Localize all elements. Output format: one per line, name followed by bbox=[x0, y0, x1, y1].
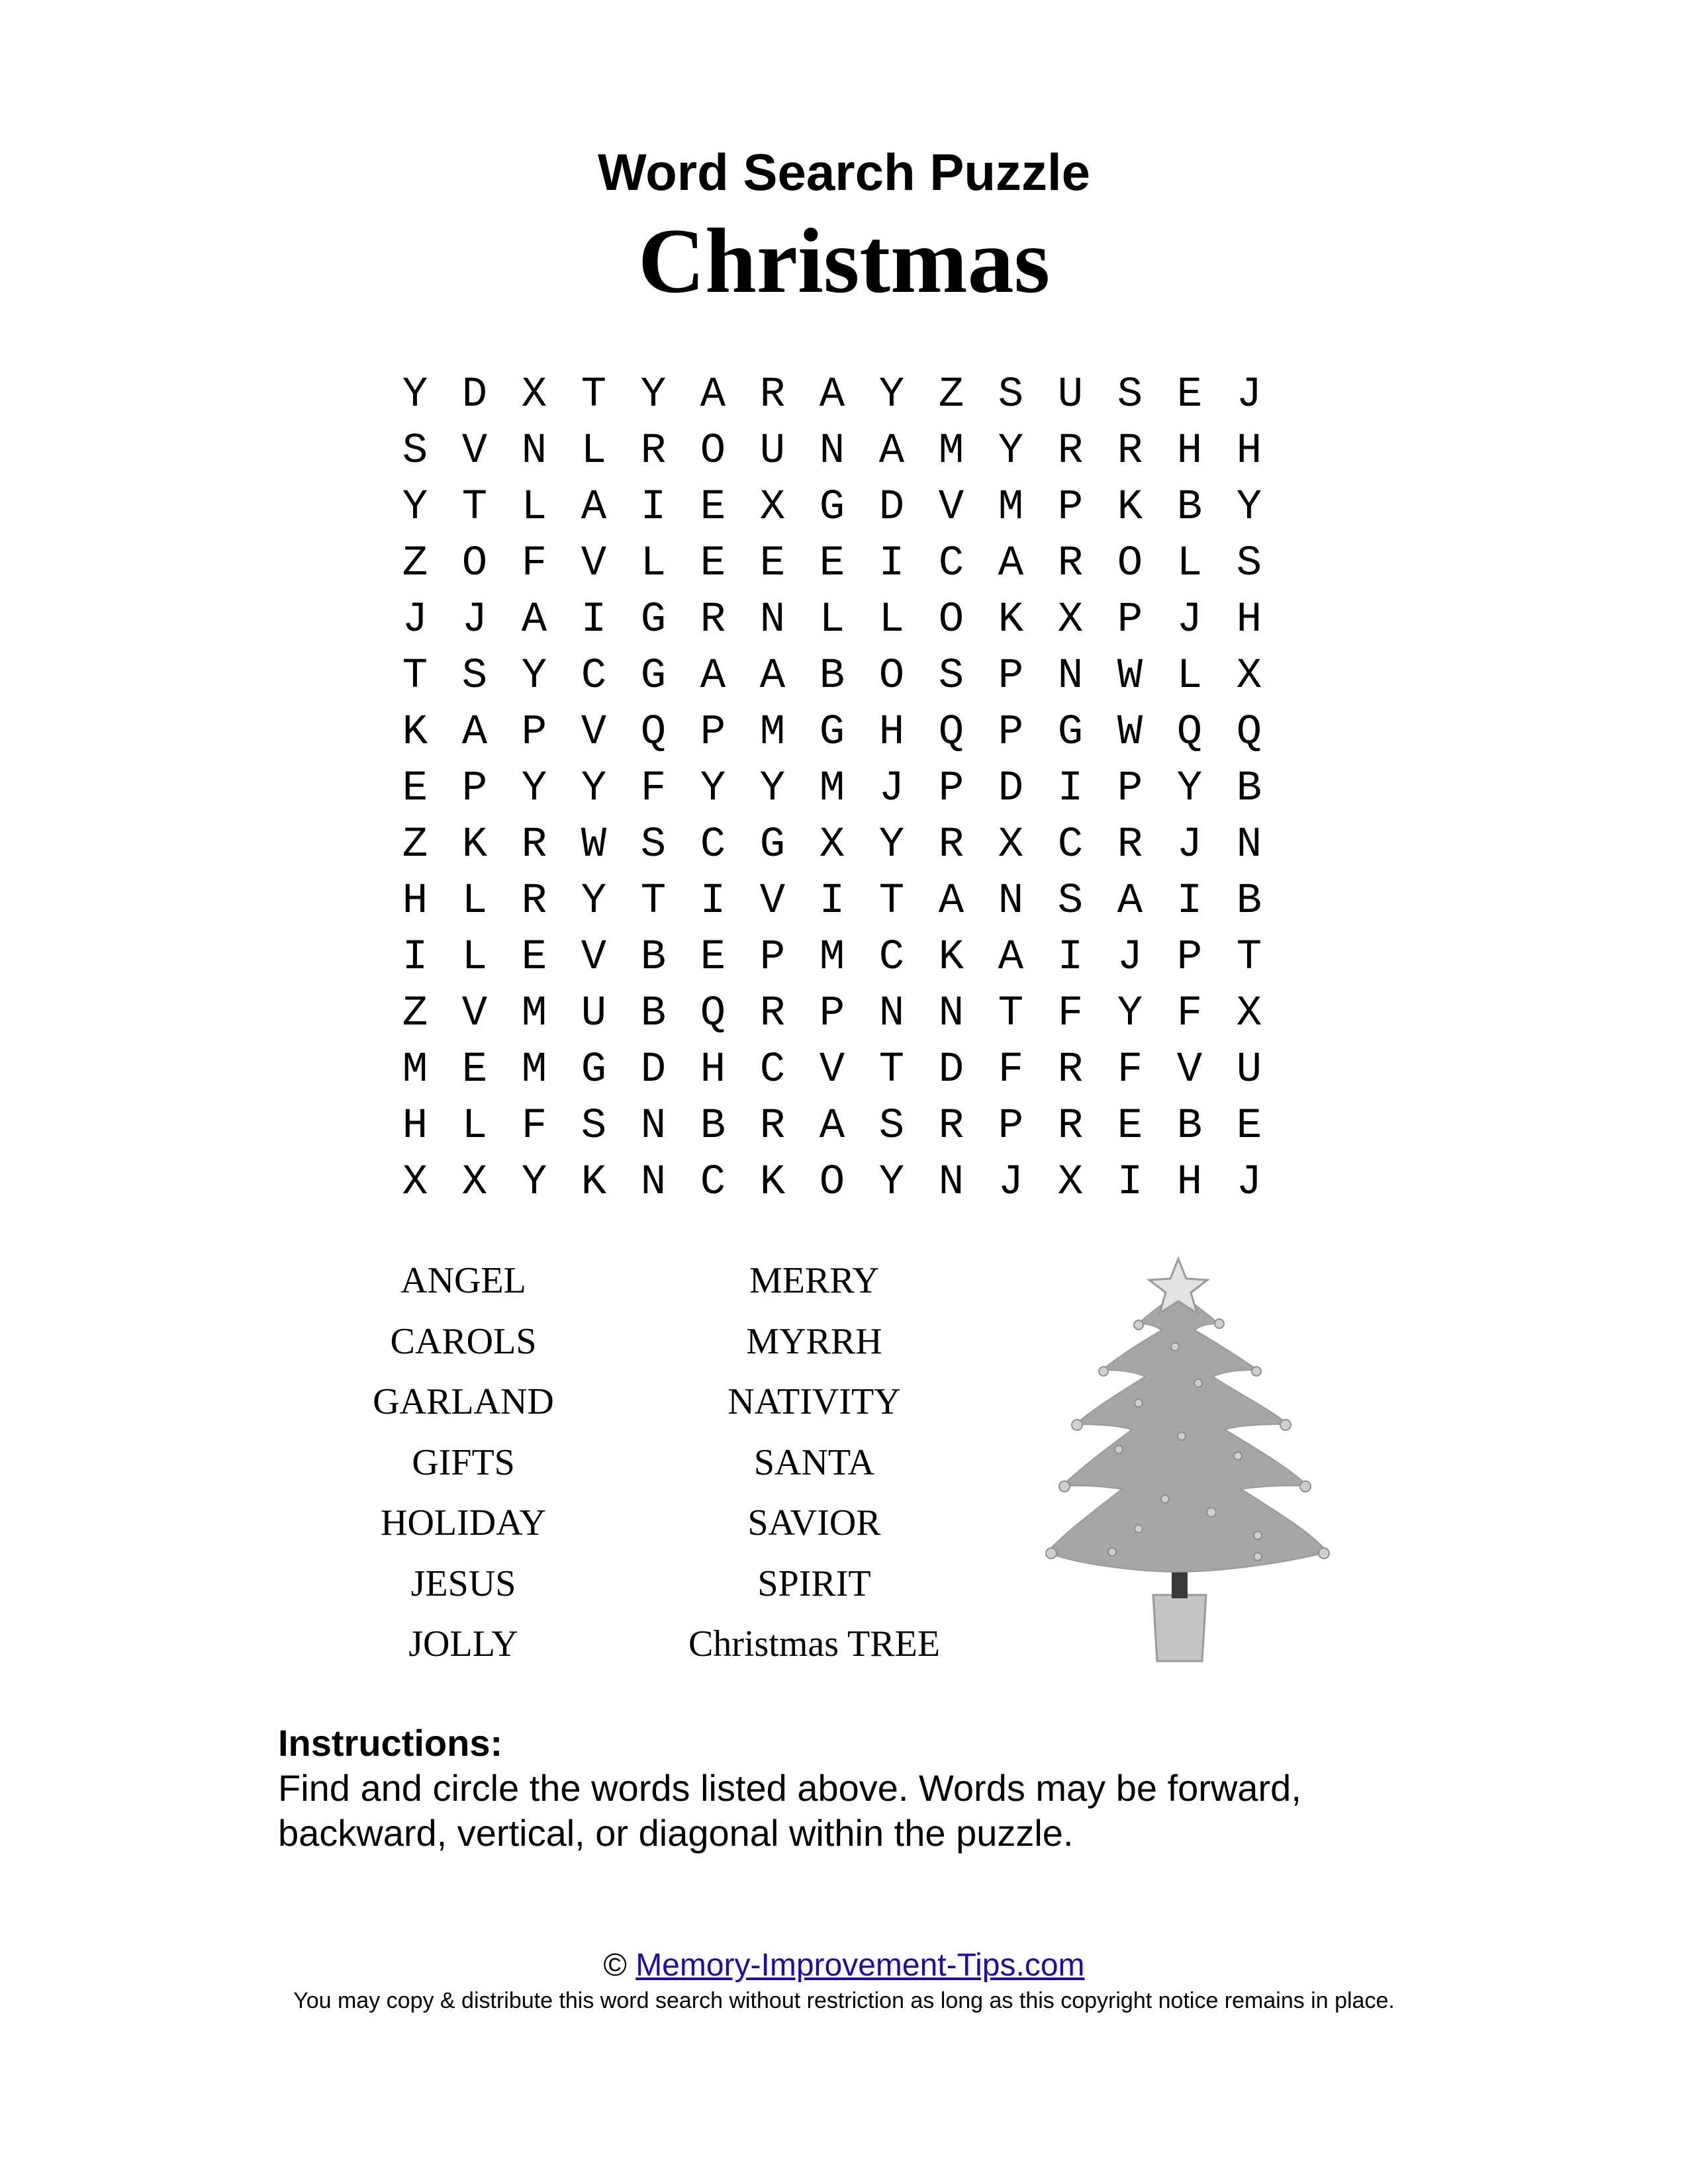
grid-letter: S bbox=[581, 1103, 607, 1150]
grid-letter: E bbox=[700, 934, 726, 981]
grid-letter: S bbox=[1057, 878, 1084, 925]
grid-letter: J bbox=[1117, 934, 1143, 981]
grid-letter: V bbox=[759, 878, 786, 925]
grid-letter: X bbox=[998, 821, 1024, 869]
grid-letter: Y bbox=[759, 765, 786, 813]
grid-letter: G bbox=[581, 1046, 607, 1094]
grid-letter: D bbox=[998, 765, 1024, 813]
grid-letter: L bbox=[461, 1103, 488, 1150]
grid-letter: B bbox=[640, 934, 667, 981]
instructions bbox=[278, 1721, 1403, 1856]
grid-letter: Y bbox=[402, 484, 428, 531]
grid-letter: Y bbox=[878, 821, 905, 869]
grid-letter: B bbox=[1176, 1103, 1203, 1150]
grid-letter: M bbox=[402, 1046, 428, 1094]
grid-letter: I bbox=[1057, 765, 1084, 813]
grid-letter: L bbox=[461, 878, 488, 925]
word-item: HOLIDAY bbox=[381, 1502, 546, 1543]
grid-letter: C bbox=[700, 821, 726, 869]
grid-letter: R bbox=[1057, 428, 1084, 475]
grid-letter: D bbox=[640, 1046, 667, 1094]
grid-letter: X bbox=[521, 371, 547, 419]
grid-letter: H bbox=[700, 1046, 726, 1094]
grid-letter: W bbox=[1117, 653, 1143, 700]
grid-letter: R bbox=[1117, 428, 1143, 475]
grid-letter: Z bbox=[402, 821, 428, 869]
grid-letter: A bbox=[521, 596, 547, 644]
grid-letter: M bbox=[998, 484, 1024, 531]
grid-letter: I bbox=[1117, 1159, 1143, 1206]
grid-row bbox=[385, 480, 1279, 536]
word-item: JESUS bbox=[410, 1563, 516, 1604]
grid-letter: V bbox=[461, 990, 488, 1038]
christmas-tree-icon bbox=[1039, 1251, 1344, 1668]
grid-letter: N bbox=[998, 878, 1024, 925]
grid-letter: U bbox=[1236, 1046, 1262, 1094]
grid-letter: F bbox=[998, 1046, 1024, 1094]
grid-letter: H bbox=[1176, 428, 1203, 475]
grid-row bbox=[385, 986, 1279, 1042]
grid-row bbox=[385, 817, 1279, 874]
grid-letter: J bbox=[1176, 596, 1203, 644]
grid-letter: A bbox=[759, 653, 786, 700]
grid-letter: K bbox=[461, 821, 488, 869]
grid-letter: Y bbox=[402, 371, 428, 419]
tree-body bbox=[1047, 1291, 1327, 1572]
grid-row bbox=[385, 1042, 1279, 1099]
grid-letter: P bbox=[700, 709, 726, 756]
word-item: ANGEL bbox=[400, 1260, 526, 1301]
word-item: SPIRIT bbox=[757, 1563, 871, 1604]
grid-letter: V bbox=[581, 934, 607, 981]
grid-letter: X bbox=[1057, 1159, 1084, 1206]
grid-letter: L bbox=[1176, 653, 1203, 700]
grid-letter: X bbox=[819, 821, 845, 869]
grid-letter: A bbox=[938, 878, 964, 925]
grid-letter: V bbox=[819, 1046, 845, 1094]
grid-row bbox=[385, 1099, 1279, 1155]
grid-letter: Z bbox=[938, 371, 964, 419]
grid-letter: J bbox=[402, 596, 428, 644]
word-item: Christmas TREE bbox=[688, 1623, 941, 1664]
grid-letter: N bbox=[878, 990, 905, 1038]
grid-letter: J bbox=[461, 596, 488, 644]
grid-letter: O bbox=[1117, 540, 1143, 588]
grid-letter: I bbox=[1176, 878, 1203, 925]
grid-letter: R bbox=[521, 821, 547, 869]
grid-letter: R bbox=[1057, 1046, 1084, 1094]
grid-letter: Y bbox=[521, 765, 547, 813]
grid-letter: E bbox=[1117, 1103, 1143, 1150]
grid-letter: N bbox=[938, 1159, 964, 1206]
grid-letter: O bbox=[938, 596, 964, 644]
grid-letter: K bbox=[1117, 484, 1143, 531]
grid-letter: V bbox=[581, 709, 607, 756]
grid-letter: Y bbox=[581, 765, 607, 813]
grid-letter: C bbox=[1057, 821, 1084, 869]
grid-letter: E bbox=[461, 1046, 488, 1094]
grid-letter: F bbox=[1176, 990, 1203, 1038]
grid-letter: I bbox=[581, 596, 607, 644]
footer bbox=[0, 1946, 1688, 2016]
grid-letter: R bbox=[1057, 540, 1084, 588]
grid-row bbox=[385, 930, 1279, 986]
grid-letter: M bbox=[938, 428, 964, 475]
word-list-left bbox=[324, 1251, 602, 1675]
grid-letter: I bbox=[700, 878, 726, 925]
grid-letter: Q bbox=[700, 990, 726, 1038]
grid-letter: O bbox=[700, 428, 726, 475]
grid-letter: G bbox=[819, 709, 845, 756]
grid-letter: S bbox=[402, 428, 428, 475]
grid-letter: O bbox=[819, 1159, 845, 1206]
grid-row bbox=[385, 761, 1279, 817]
grid-letter: H bbox=[402, 878, 428, 925]
grid-letter: L bbox=[819, 596, 845, 644]
grid-letter: G bbox=[1057, 709, 1084, 756]
grid-letter: A bbox=[819, 371, 845, 419]
grid-letter: R bbox=[700, 596, 726, 644]
grid-letter: A bbox=[700, 371, 726, 419]
grid-letter: R bbox=[521, 878, 547, 925]
grid-letter: Y bbox=[581, 878, 607, 925]
grid-letter: I bbox=[640, 484, 667, 531]
grid-letter: R bbox=[640, 428, 667, 475]
site-link[interactable]: Memory-Improvement-Tips.com bbox=[635, 1948, 1085, 1983]
grid-letter: H bbox=[1236, 596, 1262, 644]
grid-letter: A bbox=[998, 540, 1024, 588]
grid-letter: C bbox=[759, 1046, 786, 1094]
grid-letter: X bbox=[461, 1159, 488, 1206]
grid-letter: X bbox=[1236, 653, 1262, 700]
grid-letter: F bbox=[521, 1103, 547, 1150]
grid-letter: X bbox=[1236, 990, 1262, 1038]
grid-letter: B bbox=[1176, 484, 1203, 531]
grid-letter: N bbox=[819, 428, 845, 475]
grid-letter: T bbox=[1236, 934, 1262, 981]
grid-letter: P bbox=[759, 934, 786, 981]
grid-letter: E bbox=[521, 934, 547, 981]
grid-letter: P bbox=[521, 709, 547, 756]
copyright-notice: You may copy & distribute this word search without restriction as long as this copyright notice remains in place. bbox=[293, 1988, 1395, 2013]
instructions-heading: Instructions: bbox=[278, 1722, 503, 1764]
grid-letter: I bbox=[402, 934, 428, 981]
grid-letter: P bbox=[1117, 765, 1143, 813]
grid-letter: S bbox=[461, 653, 488, 700]
grid-letter: K bbox=[402, 709, 428, 756]
grid-row bbox=[385, 705, 1279, 761]
grid-letter: Y bbox=[878, 371, 905, 419]
grid-letter: N bbox=[759, 596, 786, 644]
puzzle-title: Christmas bbox=[637, 210, 1051, 312]
grid-letter: V bbox=[938, 484, 964, 531]
grid-letter: F bbox=[521, 540, 547, 588]
grid-letter: H bbox=[1236, 428, 1262, 475]
grid-letter: L bbox=[521, 484, 547, 531]
grid-letter: N bbox=[1236, 821, 1262, 869]
grid-letter: K bbox=[581, 1159, 607, 1206]
word-list-right bbox=[662, 1251, 966, 1675]
word-item: CAROLS bbox=[390, 1320, 537, 1362]
grid-letter: B bbox=[1236, 765, 1262, 813]
word-item: GIFTS bbox=[412, 1441, 515, 1483]
grid-letter: W bbox=[1117, 709, 1143, 756]
grid-letter: P bbox=[938, 765, 964, 813]
grid-letter: U bbox=[1057, 371, 1084, 419]
grid-letter: C bbox=[938, 540, 964, 588]
grid-letter: F bbox=[1057, 990, 1084, 1038]
grid-letter: P bbox=[461, 765, 488, 813]
grid-letter: X bbox=[402, 1159, 428, 1206]
grid-letter: T bbox=[878, 878, 905, 925]
grid-letter: D bbox=[461, 371, 488, 419]
grid-letter: L bbox=[461, 934, 488, 981]
grid-letter: V bbox=[461, 428, 488, 475]
grid-letter: A bbox=[1117, 878, 1143, 925]
grid-letter: J bbox=[878, 765, 905, 813]
grid-letter: N bbox=[640, 1103, 667, 1150]
grid-letter: T bbox=[998, 990, 1024, 1038]
word-item: GARLAND bbox=[373, 1381, 554, 1422]
grid-letter: P bbox=[1057, 484, 1084, 531]
grid-letter: Y bbox=[521, 1159, 547, 1206]
grid-letter: E bbox=[402, 765, 428, 813]
grid-letter: Y bbox=[640, 371, 667, 419]
grid-letter: M bbox=[759, 709, 786, 756]
grid-letter: K bbox=[938, 934, 964, 981]
word-item: JOLLY bbox=[408, 1623, 518, 1664]
grid-letter: B bbox=[640, 990, 667, 1038]
grid-letter: R bbox=[938, 1103, 964, 1150]
grid-letter: T bbox=[402, 653, 428, 700]
grid-letter: E bbox=[1236, 1103, 1262, 1150]
grid-letter: L bbox=[581, 428, 607, 475]
grid-letter: E bbox=[1176, 371, 1203, 419]
grid-letter: Y bbox=[1176, 765, 1203, 813]
letter-grid bbox=[385, 367, 1279, 1211]
grid-row bbox=[385, 592, 1279, 649]
grid-letter: P bbox=[998, 1103, 1024, 1150]
grid-letter: E bbox=[700, 540, 726, 588]
grid-letter: P bbox=[998, 709, 1024, 756]
grid-letter: U bbox=[581, 990, 607, 1038]
word-item: NATIVITY bbox=[727, 1381, 901, 1422]
grid-letter: S bbox=[998, 371, 1024, 419]
grid-letter: A bbox=[461, 709, 488, 756]
grid-letter: O bbox=[461, 540, 488, 588]
grid-letter: R bbox=[759, 1103, 786, 1150]
grid-letter: K bbox=[759, 1159, 786, 1206]
grid-letter: R bbox=[938, 821, 964, 869]
grid-letter: U bbox=[759, 428, 786, 475]
grid-letter: J bbox=[1176, 821, 1203, 869]
grid-letter: M bbox=[521, 1046, 547, 1094]
grid-letter: D bbox=[938, 1046, 964, 1094]
grid-letter: D bbox=[878, 484, 905, 531]
instructions-body: Find and circle the words listed above. Words may be forward, backward, vertical, or diagonal within the puzzle. bbox=[278, 1767, 1301, 1854]
grid-letter: P bbox=[1176, 934, 1203, 981]
grid-row bbox=[385, 649, 1279, 705]
grid-letter: S bbox=[938, 653, 964, 700]
grid-letter: L bbox=[640, 540, 667, 588]
grid-letter: B bbox=[1236, 878, 1262, 925]
grid-row bbox=[385, 536, 1279, 592]
grid-letter: Q bbox=[1176, 709, 1203, 756]
grid-letter: C bbox=[878, 934, 905, 981]
grid-letter: S bbox=[878, 1103, 905, 1150]
grid-letter: A bbox=[998, 934, 1024, 981]
puzzle-subtitle: Word Search Puzzle bbox=[597, 143, 1091, 201]
tree-pot bbox=[1153, 1595, 1206, 1661]
grid-letter: C bbox=[581, 653, 607, 700]
grid-letter: M bbox=[521, 990, 547, 1038]
grid-letter: T bbox=[640, 878, 667, 925]
word-item: MERRY bbox=[749, 1260, 880, 1301]
grid-letter: R bbox=[759, 371, 786, 419]
grid-letter: Y bbox=[1236, 484, 1262, 531]
grid-letter: Y bbox=[1117, 990, 1143, 1038]
grid-letter: I bbox=[878, 540, 905, 588]
grid-row bbox=[385, 424, 1279, 480]
grid-letter: A bbox=[878, 428, 905, 475]
grid-letter: O bbox=[878, 653, 905, 700]
grid-letter: X bbox=[759, 484, 786, 531]
grid-letter: E bbox=[700, 484, 726, 531]
copyright-symbol: © bbox=[603, 1948, 627, 1983]
grid-letter: Y bbox=[700, 765, 726, 813]
grid-letter: V bbox=[1176, 1046, 1203, 1094]
grid-letter: E bbox=[819, 540, 845, 588]
grid-letter: C bbox=[700, 1159, 726, 1206]
grid-letter: R bbox=[1117, 821, 1143, 869]
grid-letter: T bbox=[581, 371, 607, 419]
grid-letter: S bbox=[640, 821, 667, 869]
grid-letter: Q bbox=[938, 709, 964, 756]
grid-letter: I bbox=[819, 878, 845, 925]
grid-letter: Q bbox=[1236, 709, 1262, 756]
grid-letter: J bbox=[1236, 371, 1262, 419]
word-item: SAVIOR bbox=[747, 1502, 881, 1543]
grid-letter: H bbox=[1176, 1159, 1203, 1206]
grid-row bbox=[385, 874, 1279, 930]
grid-letter: A bbox=[819, 1103, 845, 1150]
grid-letter: B bbox=[700, 1103, 726, 1150]
grid-letter: F bbox=[1117, 1046, 1143, 1094]
grid-letter: S bbox=[1117, 371, 1143, 419]
grid-letter: F bbox=[640, 765, 667, 813]
grid-row bbox=[385, 1155, 1279, 1211]
grid-letter: H bbox=[878, 709, 905, 756]
grid-letter: N bbox=[1057, 653, 1084, 700]
grid-letter: T bbox=[461, 484, 488, 531]
grid-letter: W bbox=[581, 821, 607, 869]
word-item: SANTA bbox=[753, 1441, 875, 1483]
copyright-line bbox=[0, 1946, 1688, 1985]
grid-letter: B bbox=[819, 653, 845, 700]
grid-letter: S bbox=[1236, 540, 1262, 588]
grid-letter: M bbox=[819, 765, 845, 813]
grid-letter: Y bbox=[878, 1159, 905, 1206]
grid-letter: Z bbox=[402, 540, 428, 588]
grid-letter: P bbox=[1117, 596, 1143, 644]
grid-letter: N bbox=[938, 990, 964, 1038]
grid-letter: V bbox=[581, 540, 607, 588]
grid-letter: A bbox=[700, 653, 726, 700]
grid-letter: J bbox=[998, 1159, 1024, 1206]
grid-letter: Z bbox=[402, 990, 428, 1038]
grid-letter: L bbox=[1176, 540, 1203, 588]
tree-trunk bbox=[1172, 1569, 1188, 1598]
grid-letter: L bbox=[878, 596, 905, 644]
grid-letter: N bbox=[521, 428, 547, 475]
grid-letter: X bbox=[1057, 596, 1084, 644]
grid-letter: E bbox=[759, 540, 786, 588]
grid-letter: K bbox=[998, 596, 1024, 644]
grid-letter: A bbox=[581, 484, 607, 531]
grid-letter: P bbox=[819, 990, 845, 1038]
grid-letter: Q bbox=[640, 709, 667, 756]
grid-letter: R bbox=[1057, 1103, 1084, 1150]
grid-letter: T bbox=[878, 1046, 905, 1094]
grid-letter: Y bbox=[521, 653, 547, 700]
grid-letter: N bbox=[640, 1159, 667, 1206]
grid-letter: M bbox=[819, 934, 845, 981]
grid-letter: I bbox=[1057, 934, 1084, 981]
grid-letter: G bbox=[640, 596, 667, 644]
grid-letter: G bbox=[640, 653, 667, 700]
word-item: MYRRH bbox=[746, 1320, 882, 1362]
grid-letter: J bbox=[1236, 1159, 1262, 1206]
grid-letter: G bbox=[759, 821, 786, 869]
grid-letter: H bbox=[402, 1103, 428, 1150]
grid-letter: P bbox=[998, 653, 1024, 700]
grid-letter: G bbox=[819, 484, 845, 531]
grid-letter: R bbox=[759, 990, 786, 1038]
grid-row bbox=[385, 367, 1279, 424]
grid-letter: Y bbox=[998, 428, 1024, 475]
